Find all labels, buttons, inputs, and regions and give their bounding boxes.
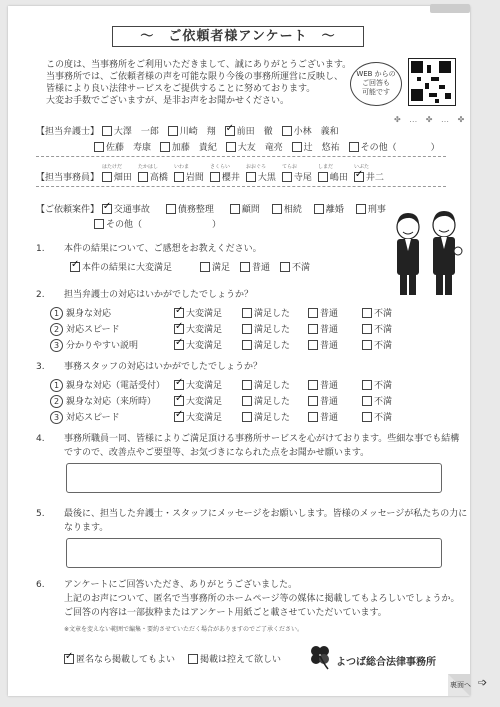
ruby: いぶた — [354, 164, 370, 170]
q4-line: ですので、改善点やご要望等、お気づきになられた点をお聞かせ願います。 — [64, 448, 370, 458]
intro-line: 大変お手数でございますが、是非お声をお聞かせください。 — [46, 96, 290, 106]
item-label: 親身な対応（来所時） — [66, 397, 157, 407]
checkbox[interactable] — [160, 142, 170, 152]
option-label: 不満 — [374, 309, 393, 319]
option-label: 満足した — [254, 325, 291, 335]
q2-rating-option[interactable] — [242, 306, 302, 319]
qr-code[interactable] — [408, 58, 456, 106]
checkbox[interactable] — [308, 412, 318, 422]
bubble-line: 可能です — [362, 88, 390, 96]
staff-row — [36, 170, 390, 183]
checkbox[interactable] — [282, 126, 292, 136]
q3-rating-option[interactable] — [174, 410, 236, 423]
checkbox[interactable] — [356, 204, 366, 214]
item-number: 3 — [50, 411, 63, 424]
option-label: 満足した — [254, 413, 291, 423]
staff-option[interactable] — [354, 170, 384, 183]
ruby: おおぐろ — [246, 164, 267, 170]
q4-answer-box[interactable] — [66, 463, 442, 493]
lawyer-option[interactable] — [282, 124, 339, 137]
q2-text: 担当弁護士の対応はいかがでしたでしょうか？ — [64, 290, 254, 300]
option-label: 不満 — [374, 397, 393, 407]
checkbox[interactable] — [314, 204, 324, 214]
case-option[interactable] — [102, 202, 160, 215]
item-number: 3 — [50, 339, 63, 352]
option-label: 普通 — [320, 397, 339, 407]
checkbox[interactable] — [282, 172, 292, 182]
option-label: 大変満足 — [186, 309, 223, 319]
checkbox[interactable] — [308, 340, 318, 350]
q3-rating-option[interactable] — [362, 394, 410, 407]
clover-logo-icon — [306, 642, 334, 670]
option-label: 普通 — [252, 263, 271, 273]
case-label: 【ご依頼案件】 — [36, 205, 100, 215]
checkbox[interactable] — [168, 126, 178, 136]
option-label: 小林 義和 — [293, 127, 339, 137]
q6-option[interactable] — [64, 652, 182, 665]
lawyer-label: 【担当弁護士】 — [36, 127, 100, 137]
q1-option[interactable] — [280, 260, 310, 273]
q6-line: アンケートにご回答いただき、ありがとうございました。 — [64, 580, 298, 590]
option-label: 不満 — [374, 325, 393, 335]
case-option[interactable] — [230, 202, 266, 215]
q1-option[interactable] — [70, 260, 194, 273]
staff-option[interactable] — [174, 170, 204, 183]
option-label: 岩間 — [185, 173, 204, 183]
checkbox[interactable] — [230, 204, 240, 214]
item-number: 1 — [50, 307, 63, 320]
option-label: 不満 — [374, 341, 393, 351]
checkbox[interactable] — [70, 262, 80, 272]
option-label: 大澤 一郎 — [113, 127, 159, 137]
case-option[interactable] — [356, 202, 386, 215]
lawyer-option[interactable] — [168, 124, 216, 137]
office-name: よつば総合法律事務所 — [336, 657, 436, 668]
checkbox[interactable] — [349, 142, 359, 152]
option-label: 大黒 — [257, 173, 276, 183]
case-option[interactable] — [314, 202, 350, 215]
person-left — [397, 213, 419, 295]
q5-line: 最後に、担当した弁護士・スタッフにメッセージをお願いします。皆様のメッセージが私たちの力に — [64, 509, 468, 519]
lawyer-row-2 — [94, 140, 440, 153]
option-label: 大変満足 — [186, 397, 223, 407]
q2-rating-option[interactable] — [242, 322, 302, 335]
clover-decoration — [394, 114, 467, 125]
q1-number: 1. — [36, 244, 45, 254]
case-option[interactable] — [94, 217, 142, 230]
item-number: 2 — [50, 395, 63, 408]
case-row-2 — [94, 217, 221, 230]
checkbox[interactable] — [242, 308, 252, 318]
person-right — [433, 211, 462, 295]
option-label: 高橋 — [149, 173, 168, 183]
checkbox[interactable] — [102, 204, 112, 214]
item-label: 対応スピード — [66, 413, 120, 423]
option-label: 大変満足 — [186, 381, 223, 391]
checkbox[interactable] — [362, 308, 372, 318]
q3-rating-option[interactable] — [362, 410, 410, 423]
dots: … — [409, 115, 421, 124]
option-label: 普通 — [320, 341, 339, 351]
q3-rating-option[interactable] — [362, 378, 410, 391]
q3-rating-option[interactable] — [174, 394, 236, 407]
checkbox[interactable] — [242, 396, 252, 406]
staff-option[interactable] — [318, 170, 348, 183]
checkbox[interactable] — [308, 308, 318, 318]
staff-illustration — [388, 205, 466, 297]
staff-option[interactable] — [138, 170, 168, 183]
option-label: 前田 徹 — [236, 127, 273, 137]
option-label: その他（ — [360, 143, 397, 153]
checkbox[interactable] — [308, 396, 318, 406]
option-label: 大変満足 — [186, 325, 223, 335]
lawyer-option[interactable] — [226, 140, 283, 153]
option-label: 刑事 — [367, 205, 386, 215]
q3-rating-option[interactable] — [242, 410, 302, 423]
checkbox[interactable] — [242, 412, 252, 422]
paren-close: ） — [430, 143, 440, 153]
checkbox[interactable] — [174, 308, 184, 318]
option-label: 顧問 — [241, 205, 260, 215]
q2-rating-option[interactable] — [174, 322, 236, 335]
checkbox[interactable] — [102, 126, 112, 136]
ruby: たかはし — [138, 164, 159, 170]
checkbox[interactable] — [280, 262, 290, 272]
staff-option[interactable] — [246, 170, 276, 183]
clover-icon: ✤ — [394, 115, 404, 124]
q3-text: 事務スタッフの対応はいかがでしたでしょうか？ — [64, 362, 263, 372]
q6-options — [64, 652, 287, 665]
next-page-label: 裏面へ — [450, 681, 471, 689]
option-label: 寺尾 — [293, 173, 312, 183]
option-label: 相続 — [283, 205, 302, 215]
checkbox[interactable] — [362, 324, 372, 334]
checkbox[interactable] — [362, 340, 372, 350]
lawyer-row-1 — [36, 124, 345, 137]
checkbox[interactable] — [200, 262, 210, 272]
checkbox[interactable] — [240, 262, 250, 272]
q2-rating-option[interactable] — [242, 338, 302, 351]
checkbox[interactable] — [246, 172, 256, 182]
lawyer-option[interactable] — [225, 124, 273, 137]
checkbox[interactable] — [174, 412, 184, 422]
lawyer-option[interactable] — [292, 140, 340, 153]
staff-option[interactable] — [282, 170, 312, 183]
option-label: 畑田 — [113, 173, 132, 183]
q2-rating-option[interactable] — [362, 338, 410, 351]
checkbox[interactable] — [174, 324, 184, 334]
checkbox[interactable] — [292, 142, 302, 152]
option-label: 離婚 — [325, 205, 344, 215]
option-label: 掲載は控えて欲しい — [200, 655, 282, 665]
option-label: 大友 竜亮 — [237, 143, 283, 153]
checkbox[interactable] — [225, 126, 235, 136]
option-label: 満足した — [254, 341, 291, 351]
q3-item-row — [50, 410, 416, 424]
divider — [36, 186, 446, 187]
option-label: 普通 — [320, 413, 339, 423]
item-number: 1 — [50, 379, 63, 392]
q1-options — [70, 260, 316, 273]
q2-item-row — [50, 338, 416, 352]
checkbox[interactable] — [354, 172, 364, 182]
intro-line: 皆様により良い法律サービスをご提供することに努めております。 — [46, 84, 316, 94]
item-number: 2 — [50, 323, 63, 336]
option-label: 嶋田 — [329, 173, 348, 183]
q2-item-row — [50, 306, 416, 320]
q3-rating-option[interactable] — [308, 394, 356, 407]
checkbox[interactable] — [242, 380, 252, 390]
option-label: 櫻井 — [221, 173, 240, 183]
checkbox[interactable] — [272, 204, 282, 214]
page-tab-mark — [430, 4, 470, 13]
option-label: 債務整理 — [177, 205, 214, 215]
checkbox[interactable] — [362, 412, 372, 422]
clover-icon: ✤ — [425, 115, 436, 124]
item-label: 親身な対応（電話受付） — [66, 381, 166, 391]
option-label: 普通 — [320, 381, 339, 391]
dots: … — [441, 115, 453, 124]
ruby: はたけだ — [102, 164, 123, 170]
item-label: 分かりやすい説明 — [66, 341, 139, 351]
option-label: 佐藤 寿康 — [106, 143, 152, 153]
divider — [36, 156, 446, 157]
q1-option[interactable] — [240, 260, 274, 273]
q6-line: 上記のお声について、匿名で当事務所のホームページ等の媒体に掲載してもよろしいでしょうか。 — [64, 594, 460, 604]
q2-item-row — [50, 322, 416, 336]
option-label: 普通 — [320, 325, 339, 335]
q3-rating-option[interactable] — [174, 378, 236, 391]
bubble-line: WEB からの — [356, 70, 396, 78]
q2-rating-option[interactable] — [308, 306, 356, 319]
option-label: 普通 — [320, 309, 339, 319]
q2-rating-option[interactable] — [308, 322, 356, 335]
option-label: 不満 — [374, 413, 393, 423]
staff-ruby — [102, 163, 390, 170]
option-label: 井二 — [365, 173, 384, 183]
web-answer-bubble — [350, 62, 402, 106]
q1-option[interactable] — [200, 260, 234, 273]
checkbox[interactable] — [174, 172, 184, 182]
lawyer-option[interactable] — [160, 140, 217, 153]
q5-answer-box[interactable] — [66, 538, 442, 568]
intro-line: この度は、当事務所をご利用いただきまして、誠にありがとうございます。 — [46, 60, 352, 70]
survey-title: ～ ご依頼者様アンケート ～ — [112, 26, 364, 47]
clover-icon: ✤ — [457, 115, 468, 124]
checkbox[interactable] — [64, 654, 74, 664]
option-label: 不満 — [374, 381, 393, 391]
q3-rating-option[interactable] — [242, 394, 302, 407]
q2-rating-option[interactable] — [308, 338, 356, 351]
checkbox[interactable] — [174, 340, 184, 350]
q6-note: ※文章を変えない範囲で編集・要約させていただく場合がありますのでご了承ください。 — [64, 626, 304, 633]
q3-rating-option[interactable] — [308, 410, 356, 423]
lawyer-option[interactable] — [102, 124, 159, 137]
checkbox[interactable] — [242, 340, 252, 350]
q3-rating-option[interactable] — [242, 378, 302, 391]
option-label: 大変満足 — [186, 341, 223, 351]
checkbox[interactable] — [166, 204, 176, 214]
option-label: 本件の結果に大変満足 — [82, 263, 173, 273]
checkbox[interactable] — [210, 172, 220, 182]
checkbox[interactable] — [174, 396, 184, 406]
q3-item-row — [50, 378, 416, 392]
option-label: 満足した — [254, 397, 291, 407]
option-label: 大変満足 — [186, 413, 223, 423]
q3-rating-option[interactable] — [308, 378, 356, 391]
checkbox[interactable] — [318, 172, 328, 182]
ruby: しまだ — [318, 164, 334, 170]
case-option[interactable] — [272, 202, 308, 215]
checkbox[interactable] — [308, 324, 318, 334]
q3-number: 3. — [36, 362, 45, 372]
q2-rating-option[interactable] — [174, 306, 236, 319]
bubble-line: ご回答も — [362, 79, 390, 87]
checkbox[interactable] — [174, 380, 184, 390]
option-label: その他（ — [106, 220, 143, 230]
option-label: 満足 — [212, 263, 231, 273]
option-label: 満足した — [254, 381, 291, 391]
q4-number: 4. — [36, 434, 45, 444]
q6-line: ご回答の内容は一部抜粋またはアンケート用紙ごと載させていただいています。 — [64, 608, 387, 618]
intro-line: 当事務所では、ご依頼者様の声を可能な限り今後の事務所運営に反映し、 — [46, 72, 344, 82]
ruby: いわま — [174, 164, 190, 170]
arrow-right-icon: ➩ — [478, 676, 488, 689]
checkbox[interactable] — [188, 654, 198, 664]
option-label: 交通事故 — [113, 205, 150, 215]
option-label: 匿名なら掲載してもよい — [76, 655, 176, 665]
option-label: 加藤 貴紀 — [171, 143, 217, 153]
ruby: てらお — [282, 164, 298, 170]
option-label: 不満 — [292, 263, 311, 273]
checkbox[interactable] — [362, 380, 372, 390]
q2-rating-option[interactable] — [174, 338, 236, 351]
staff-option[interactable] — [210, 170, 240, 183]
q6-number: 6. — [36, 580, 45, 590]
q6-option[interactable] — [188, 652, 281, 665]
q2-rating-option[interactable] — [362, 306, 410, 319]
checkbox[interactable] — [362, 396, 372, 406]
q5-number: 5. — [36, 509, 45, 519]
checkbox[interactable] — [138, 172, 148, 182]
case-row-1 — [36, 202, 392, 215]
q5-line: なります。 — [64, 523, 109, 533]
lawyer-option[interactable] — [349, 140, 397, 153]
checkbox[interactable] — [242, 324, 252, 334]
checkbox[interactable] — [226, 142, 236, 152]
option-label: 川崎 翔 — [179, 127, 216, 137]
option-label: 辻 悠祐 — [303, 143, 340, 153]
q2-rating-option[interactable] — [362, 322, 410, 335]
staff-label: 【担当事務員】 — [36, 173, 100, 183]
checkbox[interactable] — [94, 142, 104, 152]
checkbox[interactable] — [94, 219, 104, 229]
item-label: 親身な対応 — [66, 309, 112, 319]
staff-option[interactable] — [102, 170, 132, 183]
ruby: さくらい — [210, 164, 231, 170]
checkbox[interactable] — [308, 380, 318, 390]
checkbox[interactable] — [102, 172, 112, 182]
q3-item-row — [50, 394, 416, 408]
option-label: 満足した — [254, 309, 291, 319]
q4-line: 事務所職員一同、皆様によりご満足頂ける事務所サービスを心がけております。些細な事でも結構 — [64, 434, 460, 444]
item-label: 対応スピード — [66, 325, 120, 335]
q1-text: 本件の結果について、ご感想をお教えください。 — [64, 244, 262, 254]
paren-close: ） — [212, 220, 222, 230]
lawyer-option[interactable] — [94, 140, 151, 153]
q2-number: 2. — [36, 290, 45, 300]
case-option[interactable] — [166, 202, 224, 215]
